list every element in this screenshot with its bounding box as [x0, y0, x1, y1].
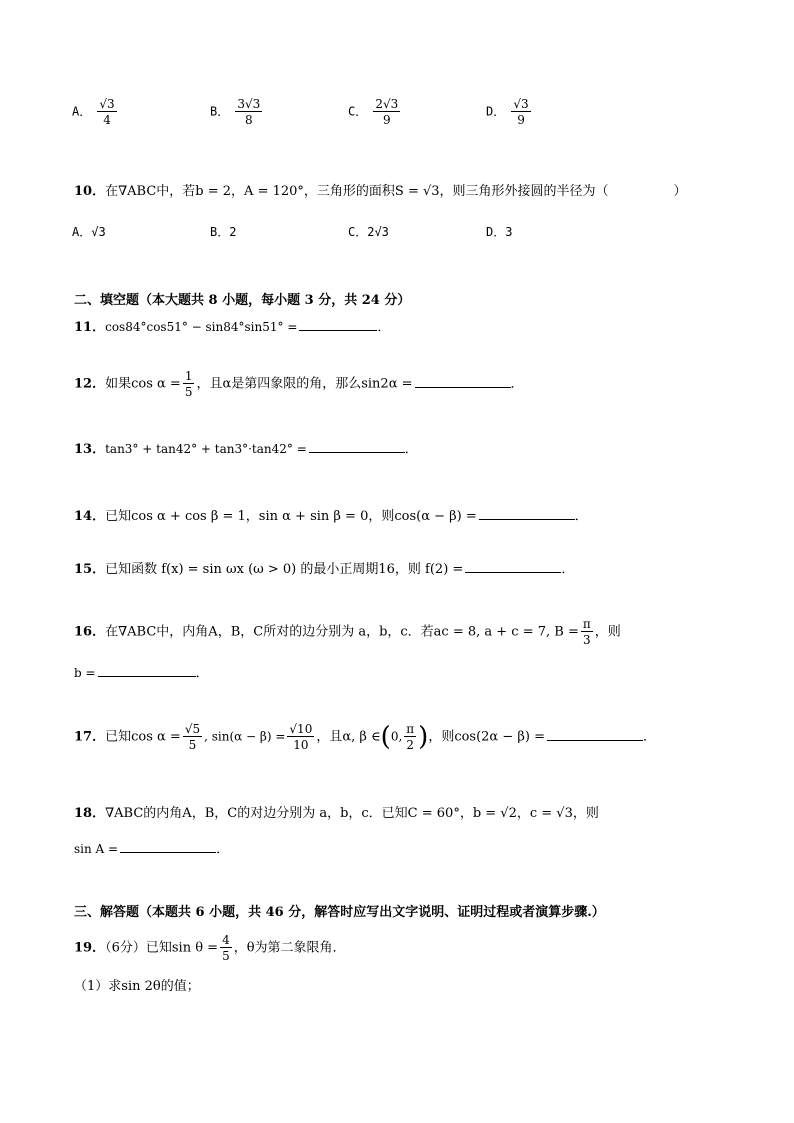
question-14: [74, 505, 588, 524]
question-text-pre: 如果cos α =: [105, 376, 181, 392]
answer-blank[interactable]: [547, 728, 643, 741]
question-text: cos84°cos51° − sin84°sin51° =: [105, 320, 298, 334]
option-label: D．: [486, 104, 506, 119]
q10-option-a: A．√3: [72, 225, 106, 239]
fraction: $\frac{\pi}{3}$: [582, 617, 591, 647]
q9-option-d: [486, 98, 533, 126]
fraction: $\frac{\pi}{2}$: [406, 722, 415, 752]
period: ．: [216, 842, 230, 857]
answer-blank[interactable]: [479, 507, 575, 520]
question-10: [74, 180, 687, 199]
period: ．: [195, 666, 209, 681]
question-text-pre: 已知cos α =: [105, 729, 181, 745]
q9-option-c: [348, 98, 402, 126]
answer-blank[interactable]: [299, 318, 377, 331]
q10-option-b: B．2: [210, 225, 237, 239]
question-number: 13．: [74, 442, 106, 457]
period: ．: [510, 376, 524, 392]
question-text: 已知cos α + cos β = 1，sin α + sin β = 0，则cos(α − β) =: [105, 509, 477, 524]
question-number: 11．: [74, 320, 106, 335]
question-11: [74, 316, 390, 335]
question-number: 19．: [74, 940, 106, 956]
question-text-pre: 在∇ABC中，内角A，B，C所对的边分别为 a，b，c．若ac = 8, a + c = 7, B =: [105, 624, 579, 640]
option-fraction: $\frac{3√3}{8}$: [237, 97, 261, 127]
answer-prefix: sin A =: [74, 842, 119, 856]
question-18-line2: [74, 838, 229, 857]
option-fraction: $\frac{√3}{4}$: [99, 97, 115, 127]
option-label: B．: [210, 104, 230, 119]
question-number: 18．: [74, 806, 106, 821]
period: ．: [404, 442, 418, 457]
question-text: ∇ABC的内角A，B，C的对边分别为 a，b，c．已知C = 60°，b = √2，c = √3，则: [105, 806, 599, 821]
question-18: [74, 802, 599, 821]
section-3-heading: 三、解答题（本题共 6 小题，共 46 分，解答时应写出文字说明、证明过程或者演算步骤.）: [74, 905, 605, 920]
question-number: 16．: [74, 624, 106, 640]
q10-option-c: C．2√3: [348, 225, 389, 239]
question-15: [74, 558, 574, 577]
fraction: $\frac{√5}{5}$: [184, 722, 201, 752]
q9-option-b: [210, 98, 264, 126]
answer-blank[interactable]: [98, 664, 196, 677]
answer-prefix: b =: [74, 666, 96, 680]
option-fraction: $\frac{√3}{9}$: [513, 97, 529, 127]
period: ．: [561, 562, 575, 577]
period: ．: [377, 320, 391, 335]
question-text-pre: （6分）已知sin θ =: [105, 940, 219, 956]
question-text: tan3° + tan42° + tan3°·tan42° =: [105, 442, 307, 456]
fraction: $\frac{4}{5}$: [222, 933, 230, 963]
question-text-mid: , sin(α − β) =: [204, 729, 286, 744]
period: ．: [642, 729, 656, 745]
answer-blank[interactable]: [309, 440, 405, 453]
question-number: 17．: [74, 729, 106, 745]
question-16: [74, 618, 621, 646]
q9-option-a: [72, 98, 119, 126]
question-13: [74, 438, 418, 457]
option-label: C．: [348, 104, 368, 119]
question-12: [74, 370, 524, 398]
question-text-post: ，θ为第二象限角．: [233, 940, 346, 956]
option-fraction: $\frac{2√3}{9}$: [375, 97, 399, 127]
question-text-post: ，且α是第四象限的角，那么sin2α =: [196, 376, 413, 392]
question-17: 17．已知cos α = $\frac{√5}{5}$ , sin(α − β) = $\frac{√10}{10}$ ，且α, β ∈(0, $\frac{\pi}{2}$ )，则cos(2α − β) = ．: [74, 722, 656, 752]
question-19: [74, 934, 346, 962]
q10-option-d: D．3: [486, 225, 513, 239]
question-text-post: ，则cos(2α − β) =: [428, 729, 545, 745]
question-text: 在∇ABC中，若b = 2，A = 120°，三角形的面积S = √3，则三角形外接圆的半径为（ ）: [105, 184, 687, 199]
question-16-line2: [74, 662, 209, 681]
answer-blank[interactable]: [415, 375, 511, 388]
question-number: 15．: [74, 562, 106, 577]
question-number: 12．: [74, 376, 106, 392]
question-text: 已知函数 f(x) = sin ωx (ω > 0) 的最小正周期16，则 f(2) =: [105, 562, 464, 577]
answer-blank[interactable]: [120, 840, 216, 853]
option-label: A．: [72, 104, 92, 119]
question-19-part-1: （1）求sin 2θ的值；: [74, 979, 200, 994]
question-text-post: ，则: [594, 624, 621, 640]
section-2-heading: 二、填空题（本大题共 8 小题，每小题 3 分，共 24 分）: [74, 293, 411, 308]
fraction: $\frac{1}{5}$: [184, 369, 193, 399]
question-text-mid2: ，且α, β ∈: [316, 729, 381, 745]
answer-blank[interactable]: [465, 560, 561, 573]
question-number: 10．: [74, 184, 106, 199]
period: ．: [574, 509, 588, 524]
fraction: $\frac{√10}{10}$: [289, 722, 313, 752]
question-number: 14．: [74, 509, 106, 524]
